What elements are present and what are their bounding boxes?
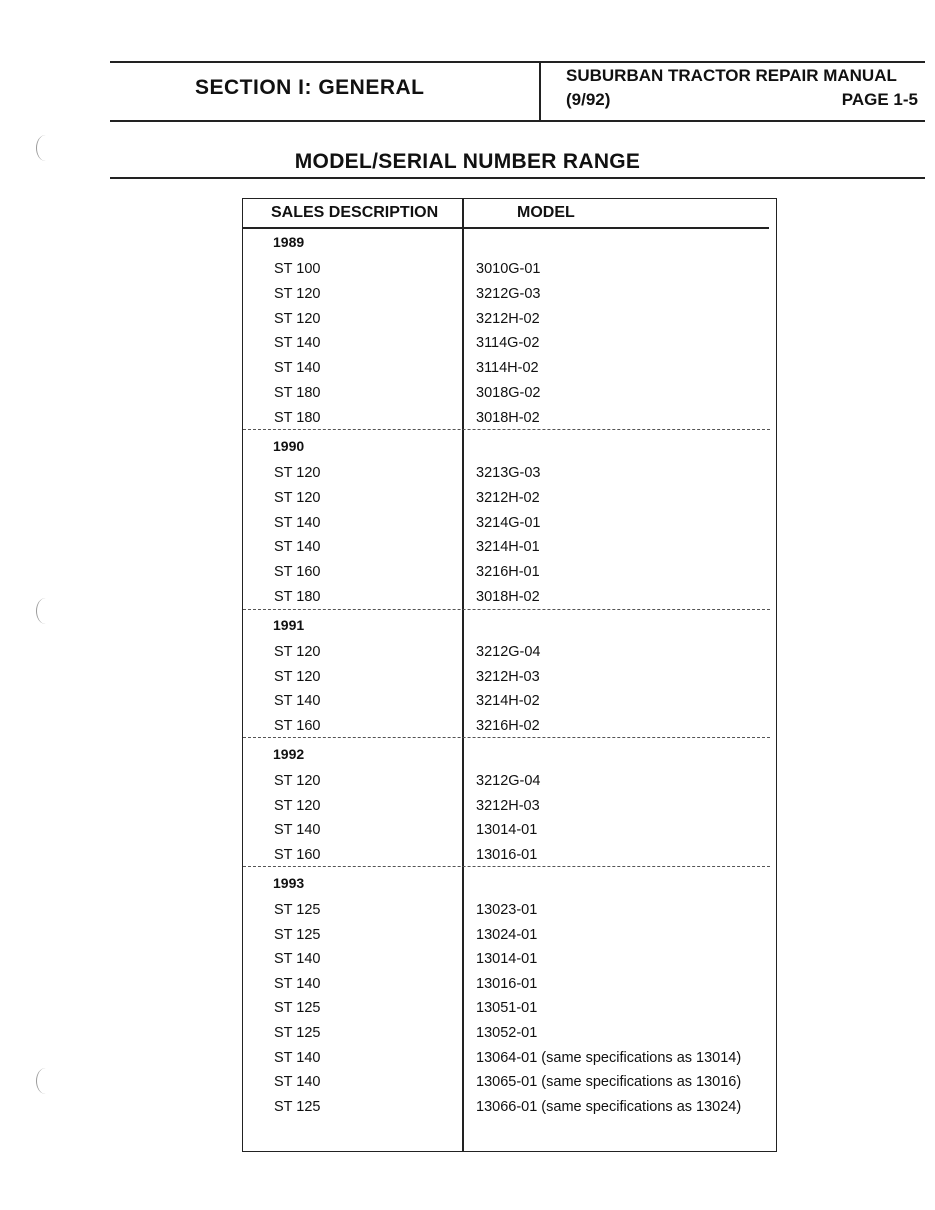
model-cell: 3010G-01 [476, 261, 541, 277]
sales-description-cell: ST 160 [274, 717, 321, 734]
group-separator [243, 609, 770, 610]
model-cell: 3212H-02 [476, 310, 540, 327]
sales-description-cell: ST 160 [274, 564, 321, 581]
sales-description-cell: ST 120 [274, 465, 321, 481]
sales-description-cell: ST 140 [274, 1074, 321, 1091]
sales-description-cell: ST 180 [274, 385, 321, 401]
header-divider [539, 61, 541, 122]
model-cell: 13016-01 [476, 975, 538, 992]
sales-description-cell: ST 140 [274, 951, 321, 968]
header-bottom-rule [110, 120, 925, 122]
sales-description-cell: ST 120 [274, 797, 321, 814]
sales-description-cell: ST 120 [274, 285, 321, 302]
binder-hole-mark [36, 1068, 55, 1094]
binder-hole-mark [36, 598, 55, 624]
sales-description-cell: ST 140 [274, 514, 321, 531]
sales-description-cell: ST 140 [274, 822, 321, 839]
model-cell: 3018H-02 [476, 409, 540, 426]
model-cell: 3114H-02 [476, 360, 539, 377]
model-cell: 3212H-03 [476, 668, 540, 685]
model-cell: 13014-01 [476, 951, 538, 968]
model-cell: 13052-01 [476, 1025, 538, 1041]
heading-rule [110, 177, 925, 179]
page-heading: MODEL/SERIAL NUMBER RANGE [294, 150, 641, 173]
sales-description-cell: ST 100 [274, 261, 321, 277]
sales-description-cell: ST 125 [274, 1098, 321, 1115]
model-cell: 13051-01 [476, 1000, 538, 1017]
manual-title: SUBURBAN TRACTOR REPAIR MANUAL [566, 66, 897, 85]
year-heading: 1989 [273, 234, 305, 250]
sales-description-cell: ST 125 [274, 1000, 321, 1017]
year-heading: 1991 [273, 617, 305, 633]
group-separator [243, 737, 770, 738]
model-cell: 3212G-04 [476, 773, 541, 789]
table-column-divider [462, 198, 464, 1152]
sales-description-cell: ST 125 [274, 926, 321, 943]
sales-description-cell: ST 125 [274, 902, 321, 918]
sales-description-cell: ST 140 [274, 693, 321, 710]
year-heading: 1990 [273, 438, 305, 454]
group-separator [243, 866, 770, 867]
model-cell: 13066-01 (same specifications as 13024) [476, 1098, 742, 1115]
model-cell: 3212G-04 [476, 644, 541, 660]
sales-description-cell: ST 120 [274, 489, 321, 506]
model-cell: 13065-01 (same specifications as 13016) [476, 1074, 742, 1091]
year-heading: 1992 [273, 746, 305, 762]
model-cell: 13023-01 [476, 902, 538, 918]
model-cell: 3212H-03 [476, 797, 540, 814]
model-cell: 13024-01 [476, 926, 538, 943]
sales-description-cell: ST 180 [274, 409, 321, 426]
page-number: PAGE 1-5 [841, 90, 918, 109]
sales-description-cell: ST 120 [274, 310, 321, 327]
model-cell: 3216H-02 [476, 717, 540, 734]
model-cell: 13014-01 [476, 822, 538, 839]
sales-description-cell: ST 140 [274, 1049, 321, 1066]
model-cell: 3212G-03 [476, 285, 541, 302]
sales-description-cell: ST 140 [274, 975, 321, 992]
model-cell: 3214G-01 [476, 514, 541, 531]
model-cell: 3214H-01 [476, 539, 540, 556]
group-separator [243, 429, 770, 430]
binder-hole-mark [36, 135, 55, 161]
model-cell: 3212H-02 [476, 489, 540, 506]
model-cell: 13016-01 [476, 846, 538, 863]
model-cell: 3018G-02 [476, 385, 541, 401]
manual-date: (9/92) [566, 90, 611, 109]
year-heading: 1993 [273, 875, 305, 891]
sales-description-cell: ST 140 [274, 335, 321, 352]
sales-description-cell: ST 120 [274, 668, 321, 685]
sales-description-cell: ST 140 [274, 539, 321, 556]
model-cell: 3018H-02 [476, 589, 540, 605]
sales-description-cell: ST 120 [274, 644, 321, 660]
model-cell: 3213G-03 [476, 465, 541, 481]
model-cell: 3214H-02 [476, 693, 540, 710]
model-cell: 3114G-02 [476, 335, 540, 352]
table-header-rule [242, 227, 769, 229]
model-cell: 3216H-01 [476, 564, 540, 581]
header-top-rule [110, 61, 925, 63]
sales-description-cell: ST 120 [274, 773, 321, 789]
section-title: SECTION I: GENERAL [195, 76, 425, 99]
sales-description-cell: ST 180 [274, 589, 321, 605]
model-cell: 13064-01 (same specifications as 13014) [476, 1049, 742, 1066]
sales-description-cell: ST 160 [274, 846, 321, 863]
sales-description-cell: ST 140 [274, 360, 321, 377]
column-header-sales-description: SALES DESCRIPTION [271, 204, 439, 221]
column-header-model: MODEL [517, 204, 575, 221]
sales-description-cell: ST 125 [274, 1025, 321, 1041]
